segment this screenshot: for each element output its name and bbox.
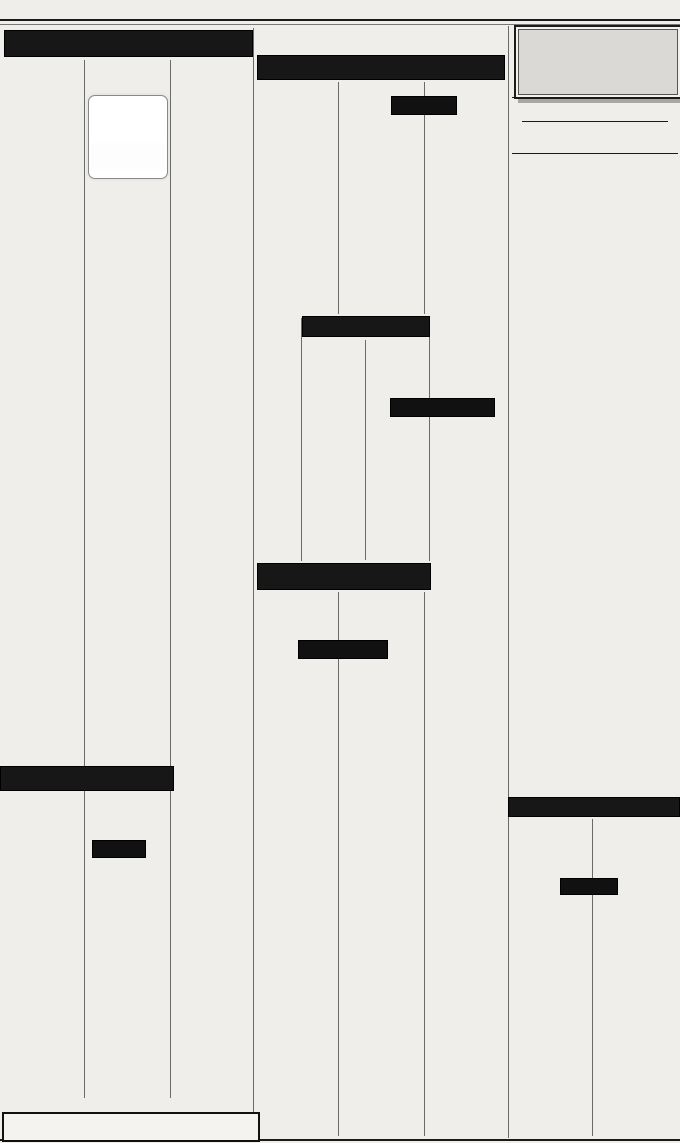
article-editorial-body: [512, 158, 678, 794]
text-column: [427, 592, 506, 1136]
logo-red-panel: [89, 96, 167, 143]
column-divider: [253, 28, 254, 1138]
text-column: [257, 592, 336, 1136]
logo-url-strip: [89, 169, 167, 178]
report-tag: [391, 96, 457, 115]
headline-collective: [257, 55, 505, 80]
article-operation-columns: [257, 592, 506, 1136]
headline-ottoman: [4, 30, 253, 57]
report-tag: [92, 840, 146, 858]
headline-destruction: [508, 797, 680, 817]
text-column: [89, 793, 170, 1096]
headline-change: [302, 316, 430, 337]
text-column: [2, 60, 81, 758]
top-rule: [0, 19, 680, 21]
article-collective-columns: [257, 82, 506, 312]
baadban-news-logo: [88, 95, 168, 179]
text-column: [427, 82, 506, 312]
column-divider: [429, 318, 430, 561]
text-column: [257, 82, 336, 312]
text-column: [510, 819, 591, 1136]
headline-operation: [257, 563, 431, 590]
logo-news-band: [89, 143, 167, 169]
column-divider: [508, 26, 509, 1138]
rule: [522, 121, 668, 122]
article-ottoman-continued: [174, 766, 252, 1096]
editorial-masthead: [514, 25, 680, 99]
text-column: [342, 82, 421, 312]
report-tag: [390, 398, 495, 417]
report-tag: [298, 640, 388, 659]
editor-note-box: [2, 1112, 260, 1142]
report-tag: [560, 878, 618, 895]
rule: [512, 153, 678, 154]
article-change-columns: [303, 340, 428, 560]
text-column: [303, 340, 363, 560]
article-destruction-columns: [510, 819, 678, 1136]
article-collective-continued: [431, 318, 506, 588]
text-column: [369, 340, 429, 560]
text-column: [173, 60, 252, 758]
text-column: [597, 819, 678, 1136]
article-ration-column: [257, 318, 300, 562]
article-government-columns: [2, 793, 170, 1096]
column-divider: [301, 318, 302, 561]
text-column: [2, 793, 83, 1096]
headline-government: [0, 766, 174, 791]
text-column: [342, 592, 421, 1136]
